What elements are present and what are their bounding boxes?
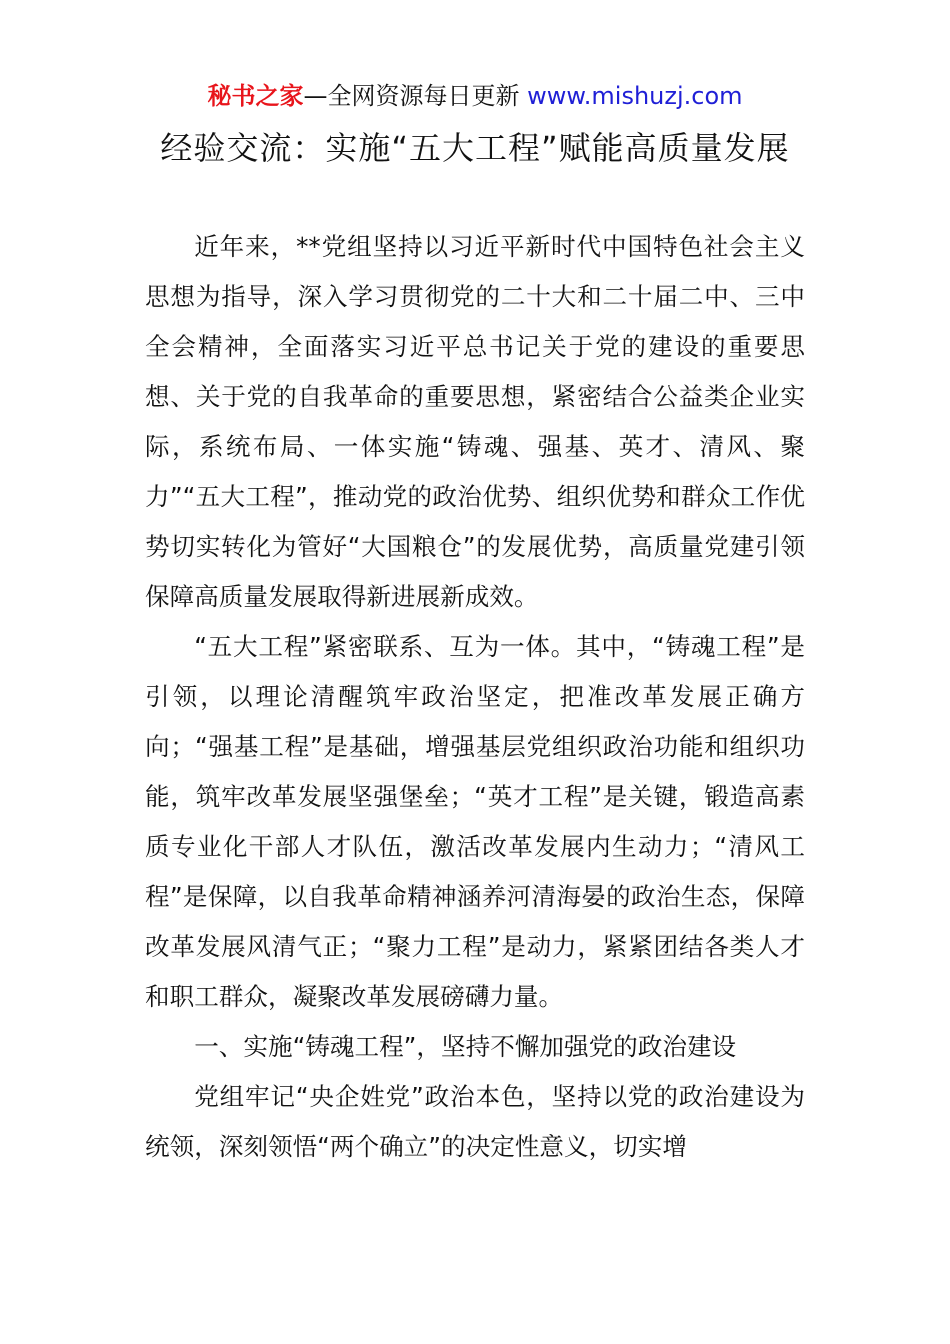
document-body [145,222,805,1172]
site-brand: 秘书之家 [207,82,304,110]
site-header [0,80,950,112]
overview-paragraph: “五大工程”紧密联系、互为一体。其中，“铸魂工程”是引领，以理论清醒筑牢政治坚定，把准改革发展正确方向；“强基工程”是基础，增强基层党组织政治功能和组织功能，筑牢改革发展坚强堡垒；“英才工程”是关键，锻造高素质专业化干部人才队伍，激活改革发展内生动力；“清风工程”是保障，以自我革命精神涵养河清海晏的政治生态，保障改革发展风清气正；“聚力工程”是动力，紧紧团结各类人才和职工群众，凝聚改革发展磅礴力量。 [145,632,805,1011]
section-paragraph: 党组牢记“央企姓党”政治本色，坚持以党的政治建设为统领，深刻领悟“两个确立”的决定性意义，切实增 [145,1082,805,1161]
site-tagline: —全网资源每日更新 [303,82,528,110]
intro-paragraph: 近年来，**党组坚持以习近平新时代中国特色社会主义思想为指导，深入学习贯彻党的二十大和二十届二中、三中全会精神，全面落实习近平总书记关于党的建设的重要思想、关于党的自我革命的重要思想，紧密结合公益类企业实际，系统布局、一体实施“铸魂、强基、英才、清风、聚力”“五大工程”，推动党的政治优势、组织优势和群众工作优势切实转化为管好“大国粮仓”的发展优势，高质量党建引领保障高质量发展取得新进展新成效。 [145,232,805,611]
section-heading: 一、实施“铸魂工程”，坚持不懈加强党的政治建设 [194,1032,737,1061]
site-url-link[interactable]: www.mishuzj.com [527,82,743,110]
document-title: 经验交流：实施“五大工程”赋能高质量发展 [160,129,790,167]
